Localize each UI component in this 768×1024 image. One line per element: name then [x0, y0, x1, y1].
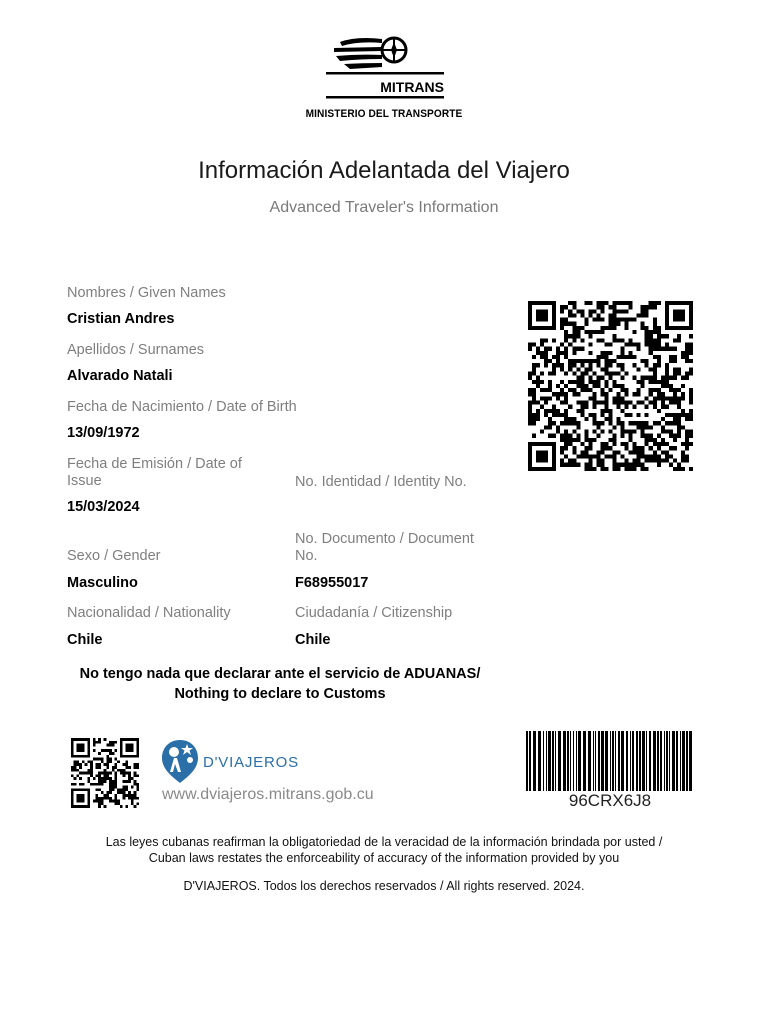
nationality-value: Chile	[67, 632, 103, 648]
customs-declaration-line2: Nothing to declare to Customs	[174, 686, 386, 702]
given-names-value: Cristian Andres	[67, 311, 175, 327]
website-link[interactable]: www.dviajeros.mitrans.gob.cu	[162, 786, 374, 803]
issue-date-value: 15/03/2024	[67, 499, 140, 515]
citizenship-value: Chile	[295, 632, 331, 648]
identity-no-label: No. Identidad / Identity No.	[295, 474, 467, 490]
dviajeros-brand: D'VIAJEROS	[203, 754, 299, 771]
small-qr-code-icon	[71, 738, 139, 808]
issue-date-label	[67, 456, 242, 490]
given-names-label: Nombres / Given Names	[67, 285, 226, 301]
dob-label: Fecha de Nacimiento / Date of Birth	[67, 399, 297, 415]
document-no-value: F68955017	[295, 575, 369, 591]
gender-value: Masculino	[67, 575, 138, 591]
issue-date-label-line2: Issue	[67, 473, 102, 489]
page-subtitle: Advanced Traveler's Information	[269, 199, 499, 216]
customs-declaration	[60, 664, 500, 704]
barcode-icon	[524, 731, 696, 791]
legal-notice-line2: Cuban laws restates the enforceability of accuracy of the information provided by you	[148, 851, 620, 865]
citizenship-label: Ciudadanía / Citizenship	[295, 605, 453, 621]
customs-declaration-line1: No tengo nada que declarar ante el servicio de ADUANAS/	[79, 666, 481, 682]
copyright-notice: D'VIAJEROS. Todos los derechos reservados / All rights reserved. 2024.	[183, 879, 585, 893]
document-no-label-line2: No.	[295, 548, 318, 564]
document-no-label	[295, 531, 474, 565]
document-no-label-line1: No. Documento / Document	[295, 531, 474, 547]
issue-date-label-line1: Fecha de Emisión / Date of	[67, 456, 242, 472]
page-title: Información Adelantada del Viajero	[198, 157, 570, 184]
legal-notice-line1: Las leyes cubanas reafirman la obligatoriedad de la veracidad de la información brindada por usted /	[105, 835, 663, 849]
dob-value: 13/09/1972	[67, 425, 140, 441]
gender-label: Sexo / Gender	[67, 548, 161, 564]
surnames-label: Apellidos / Surnames	[67, 342, 205, 358]
qr-code-icon	[528, 301, 693, 471]
mitrans-logo-text: MITRANS	[380, 79, 444, 95]
barcode-code: 96CRX6J8	[568, 791, 652, 810]
legal-notice	[0, 834, 768, 866]
dviajeros-logo-icon	[160, 738, 200, 784]
ministry-name: MINISTERIO DEL TRANSPORTE	[305, 108, 463, 120]
nationality-label: Nacionalidad / Nationality	[67, 605, 231, 621]
surnames-value: Alvarado Natali	[67, 368, 173, 384]
